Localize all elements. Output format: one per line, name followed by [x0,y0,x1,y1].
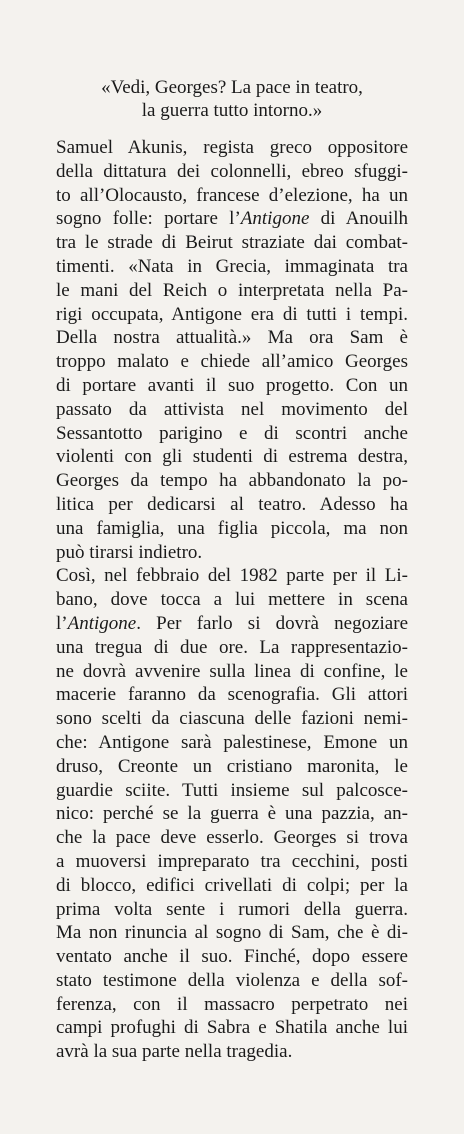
text-segment: Samuel Akunis, regista greco oppositore [56,137,408,158]
text-line [56,612,408,636]
text-segment: rigi occupata, Antigone era di tutti i tempi. [56,303,408,325]
synopsis-paragraph [56,136,408,564]
epigraph-quote [40,76,424,122]
text-line [56,945,408,969]
text-segment: di Anouilh [309,208,408,230]
text-line [56,683,408,707]
text-segment: che: Antigone sarà palestinese, Emone un [56,731,408,753]
epigraph-line: «Vedi, Georges? La pace in teatro, [101,77,363,98]
text-line [56,779,408,803]
text-line [56,398,408,422]
text-segment: tra le strade di Beirut straziate dai combat- [56,232,408,254]
text-segment: stato testimone della violenza e della sof- [56,969,408,991]
text-segment: Così, nel febbraio del 1982 parte per il Li- [56,565,408,587]
text-line [56,541,408,565]
text-line [56,636,408,660]
text-segment: ferenza, con il massacro perpetrato nei [56,993,408,1015]
text-segment: Ma non rinuncia al sogno di Sam, che è di- [56,922,408,944]
text-segment: l’ [56,612,68,634]
text-segment: ventato anche il suo. Finché, dopo essere [56,946,408,968]
text-segment: nico: perché se la guerra è una pazzia, an- [56,803,408,825]
text-segment: Sessantotto parigino e di scontri anche [56,422,408,444]
text-line [56,588,408,612]
text-line [56,326,408,350]
text-segment: che la pace deve esserlo. Georges si trova [56,827,408,849]
text-line [56,707,408,731]
text-segment: a muoversi impreparato tra cecchini, posti [56,850,408,872]
text-segment: sogno folle: portare l’ [56,208,241,230]
text-segment: sono scelti da ciascuna delle fazioni nemi- [56,708,408,730]
text-line [56,422,408,446]
text-line [56,374,408,398]
text-line [56,731,408,755]
text-line [56,279,408,303]
text-line [56,898,408,922]
synopsis-paragraph [56,564,408,1064]
text-line [56,160,408,184]
text-line [56,1040,408,1064]
text-segment: bano, dove tocca a lui mettere in scena [56,589,408,611]
text-line [56,303,408,327]
italic-title: Antigone [240,208,310,230]
epigraph-line: la guerra tutto intorno.» [141,100,323,121]
text-line [56,874,408,898]
text-line [56,184,408,208]
text-line [56,255,408,279]
text-segment: di blocco, edifici crivellati di colpi; per la [56,874,408,896]
text-segment: to all’Olocausto, francese d’elezione, ha un [56,184,408,206]
text-segment: avrà la sua parte nella tragedia. [56,1041,293,1063]
text-line [56,755,408,779]
text-line [56,136,408,160]
text-line [56,826,408,850]
text-line [56,493,408,517]
text-line [56,564,408,588]
text-line [56,993,408,1017]
synopsis-text [56,136,408,1064]
text-segment: macerie faranno da scenografia. Gli attori [56,684,408,706]
text-line [56,969,408,993]
text-line [56,445,408,469]
text-segment: timenti. «Nata in Grecia, immaginata tra [56,255,408,277]
text-line [56,231,408,255]
text-line [56,921,408,945]
text-line [56,1016,408,1040]
text-segment: prima volta sente i rumori della guerra. [56,898,408,920]
text-segment: una famiglia, una figlia piccola, ma non [56,517,408,539]
text-segment: passato da attivista nel movimento del [56,398,408,420]
italic-title: Antigone [67,612,137,634]
text-segment: . Per farlo si dovrà negoziare [136,612,408,634]
text-segment: Della nostra attualità.» Ma ora Sam è [56,327,408,349]
text-segment: ne dovrà avvenire sulla linea di confine, le [56,660,408,682]
text-segment: violenti con gli studenti di estrema destra, [56,446,408,468]
text-line [56,469,408,493]
text-line [56,660,408,684]
text-segment: druso, Creonte un cristiano maronita, le [56,755,408,777]
text-segment: di portare avanti il suo progetto. Con un [56,374,408,396]
text-line [56,207,408,231]
text-segment: della dittatura dei colonnelli, ebreo sfuggi- [56,160,408,182]
text-segment: le mani del Reich o interpretata nella Pa- [56,279,408,301]
text-segment: può tirarsi indietro. [56,541,203,563]
text-line [56,517,408,541]
text-line [56,850,408,874]
text-line [56,802,408,826]
text-segment: Georges da tempo ha abbandonato la po- [56,470,408,492]
text-segment: una tregua di due ore. La rappresentazio- [56,636,408,658]
text-segment: litica per dedicarsi al teatro. Adesso ha [56,493,408,515]
text-segment: campi profughi di Sabra e Shatila anche lui [56,1017,408,1039]
text-segment: guardie sciite. Tutti insieme sul palcosce- [56,779,408,801]
text-line [56,350,408,374]
text-segment: troppo malato e chiede all’amico Georges [56,351,408,373]
